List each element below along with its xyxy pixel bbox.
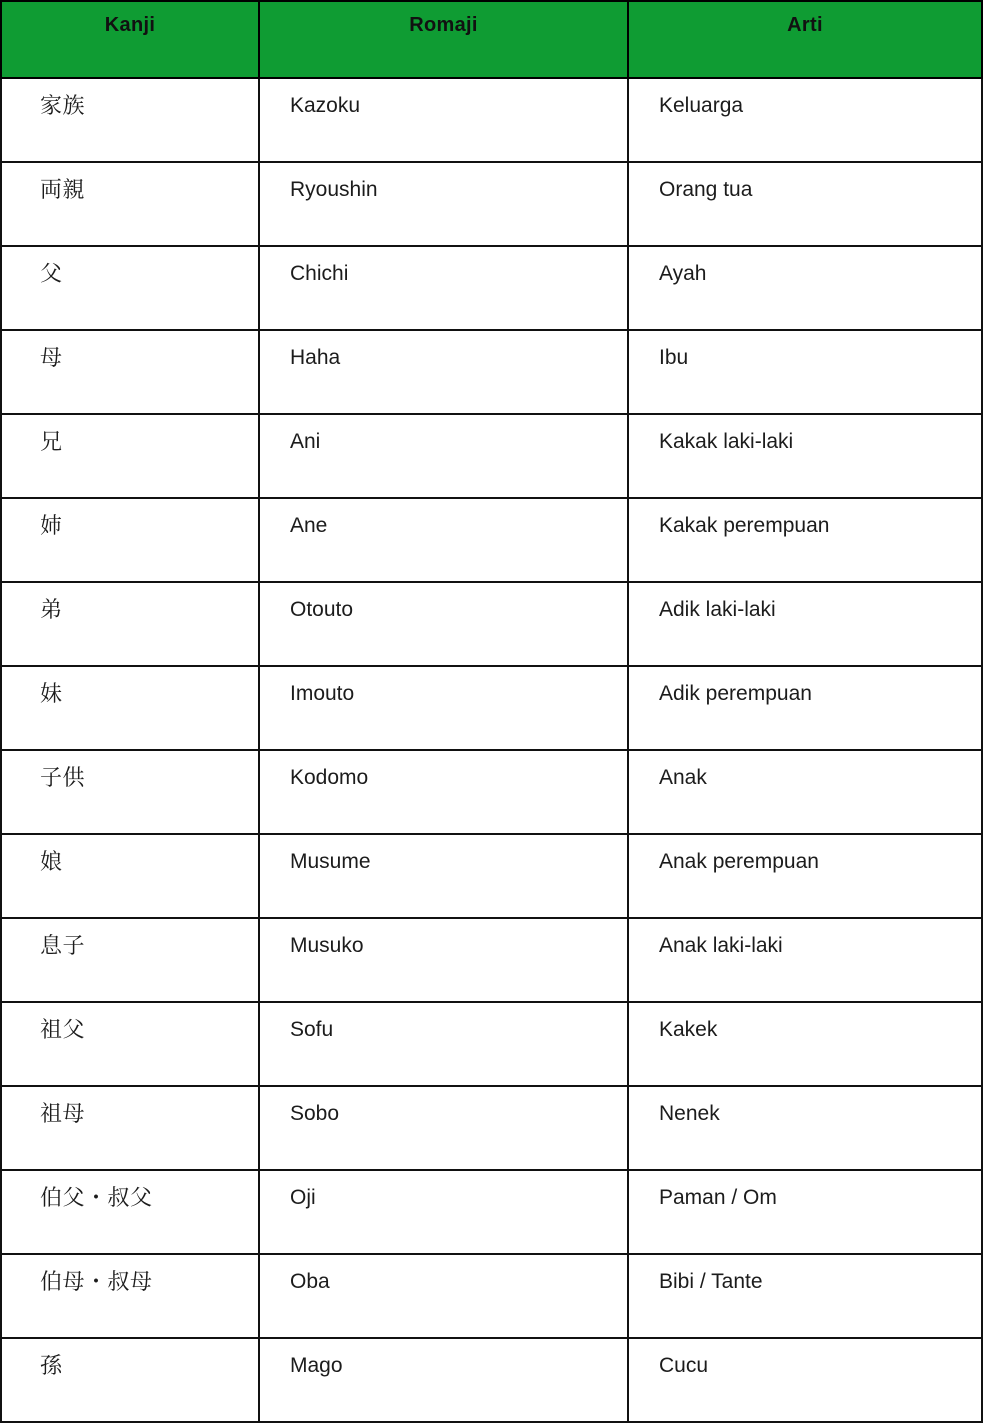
table-cell-romaji: Haha: [259, 330, 628, 414]
table-cell-romaji: Imouto: [259, 666, 628, 750]
table-cell-romaji: Ryoushin: [259, 162, 628, 246]
column-header-arti: Arti: [628, 1, 982, 78]
column-header-romaji: Romaji: [259, 1, 628, 78]
table-cell-arti: Kakak perempuan: [628, 498, 982, 582]
table-cell-romaji: Musume: [259, 834, 628, 918]
table-cell-arti: Cucu: [628, 1338, 982, 1422]
table-body: [1, 78, 982, 1422]
table-cell-arti: Bibi / Tante: [628, 1254, 982, 1338]
table-cell-kanji: 娘: [1, 834, 259, 918]
table-cell-kanji: 両親: [1, 162, 259, 246]
table-cell-kanji: 妹: [1, 666, 259, 750]
table-cell-arti: Kakak laki-laki: [628, 414, 982, 498]
table-cell-arti: Anak perempuan: [628, 834, 982, 918]
table-cell-romaji: Kazoku: [259, 78, 628, 162]
table-cell-romaji: Ane: [259, 498, 628, 582]
table-row: [1, 498, 982, 582]
table-cell-arti: Kakek: [628, 1002, 982, 1086]
table-row: [1, 750, 982, 834]
table-row: [1, 834, 982, 918]
table-cell-arti: Nenek: [628, 1086, 982, 1170]
table-cell-kanji: 家族: [1, 78, 259, 162]
table-row: [1, 414, 982, 498]
table-row: [1, 246, 982, 330]
table-header-row: [1, 1, 982, 78]
table-cell-arti: Ibu: [628, 330, 982, 414]
table-cell-kanji: 姉: [1, 498, 259, 582]
table-row: [1, 1338, 982, 1422]
table-cell-arti: Adik perempuan: [628, 666, 982, 750]
column-header-kanji: Kanji: [1, 1, 259, 78]
table-cell-kanji: 兄: [1, 414, 259, 498]
table-cell-kanji: 子供: [1, 750, 259, 834]
table-row: [1, 1002, 982, 1086]
table-cell-arti: Orang tua: [628, 162, 982, 246]
table-cell-romaji: Mago: [259, 1338, 628, 1422]
table-cell-arti: Keluarga: [628, 78, 982, 162]
table-row: [1, 666, 982, 750]
table-cell-arti: Anak: [628, 750, 982, 834]
table-row: [1, 582, 982, 666]
table-cell-romaji: Chichi: [259, 246, 628, 330]
table-cell-kanji: 祖父: [1, 1002, 259, 1086]
table-cell-kanji: 孫: [1, 1338, 259, 1422]
table-cell-arti: Ayah: [628, 246, 982, 330]
table-row: [1, 1170, 982, 1254]
table-cell-romaji: Otouto: [259, 582, 628, 666]
table-row: [1, 162, 982, 246]
table-row: [1, 1086, 982, 1170]
table-cell-kanji: 伯父・叔父: [1, 1170, 259, 1254]
table-cell-romaji: Sofu: [259, 1002, 628, 1086]
table-cell-arti: Anak laki-laki: [628, 918, 982, 1002]
table-cell-romaji: Oba: [259, 1254, 628, 1338]
table-cell-kanji: 弟: [1, 582, 259, 666]
table-cell-kanji: 父: [1, 246, 259, 330]
table-cell-kanji: 伯母・叔母: [1, 1254, 259, 1338]
table-row: [1, 330, 982, 414]
table-cell-romaji: Oji: [259, 1170, 628, 1254]
table-cell-arti: Paman / Om: [628, 1170, 982, 1254]
table-header: [1, 1, 982, 78]
table-row: [1, 918, 982, 1002]
table-cell-kanji: 母: [1, 330, 259, 414]
table-cell-arti: Adik laki-laki: [628, 582, 982, 666]
table-cell-romaji: Musuko: [259, 918, 628, 1002]
table-row: [1, 78, 982, 162]
table-cell-romaji: Ani: [259, 414, 628, 498]
table-cell-romaji: Kodomo: [259, 750, 628, 834]
table-cell-romaji: Sobo: [259, 1086, 628, 1170]
table-cell-kanji: 祖母: [1, 1086, 259, 1170]
table-row: [1, 1254, 982, 1338]
table-cell-kanji: 息子: [1, 918, 259, 1002]
